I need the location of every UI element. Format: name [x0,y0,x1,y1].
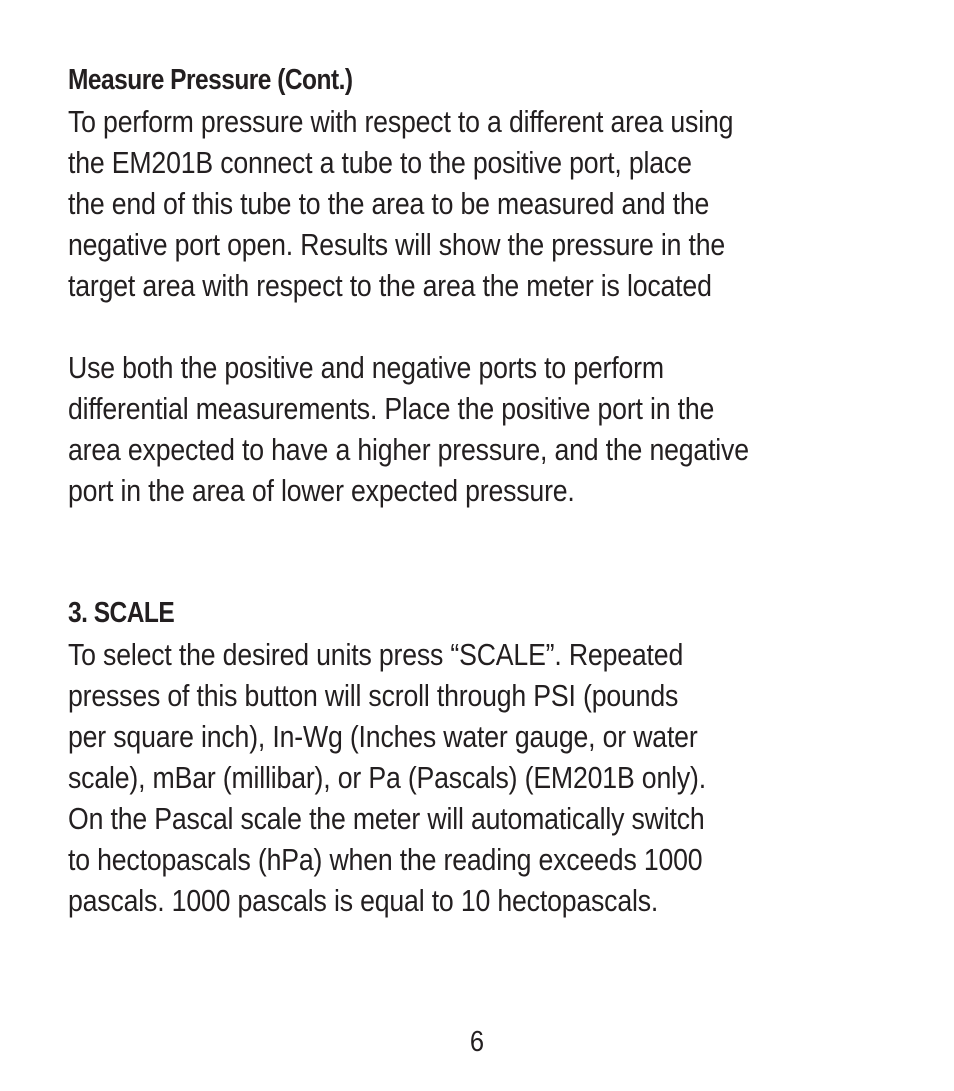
paragraph-spacer [68,306,908,347]
scale-paragraph [68,634,908,921]
page-number: 6 [469,1026,485,1058]
text-line: pascals. 1000 pascals is equal to 10 hectopascals. [68,883,659,918]
text-line: On the Pascal scale the meter will automatically switch [68,801,705,836]
section-spacer [68,511,908,593]
text-line: scale), mBar (millibar), or Pa (Pascals) (EM201B only). [68,760,706,795]
text-line: presses of this button will scroll through PSI (pounds [68,678,679,713]
text-line: differential measurements. Place the positive port in the [68,391,715,426]
text-line: the EM201B connect a tube to the positive port, place [68,145,692,180]
text-line: To perform pressure with respect to a different area using [68,104,734,139]
text-line: Use both the positive and negative ports to perform [68,350,664,385]
text-line: the end of this tube to the area to be measured and the [68,186,710,221]
text-line: area expected to have a higher pressure, and the negative [68,432,749,467]
text-line: port in the area of lower expected pressure. [68,473,575,508]
text-line: to hectopascals (hPa) when the reading exceeds 1000 [68,842,703,877]
measure-pressure-paragraph-2 [68,347,908,511]
text-line: per square inch), In-Wg (Inches water gauge, or water [68,719,698,754]
measure-pressure-paragraph-1 [68,101,908,306]
text-line: To select the desired units press “SCALE”. Repeated [68,637,684,672]
measure-pressure-heading: Measure Pressure (Cont.) [68,64,353,96]
manual-page [68,60,908,921]
text-line: target area with respect to the area the meter is located [68,268,712,303]
text-line: negative port open. Results will show the pressure in the [68,227,726,262]
scale-heading: 3. SCALE [68,597,175,629]
